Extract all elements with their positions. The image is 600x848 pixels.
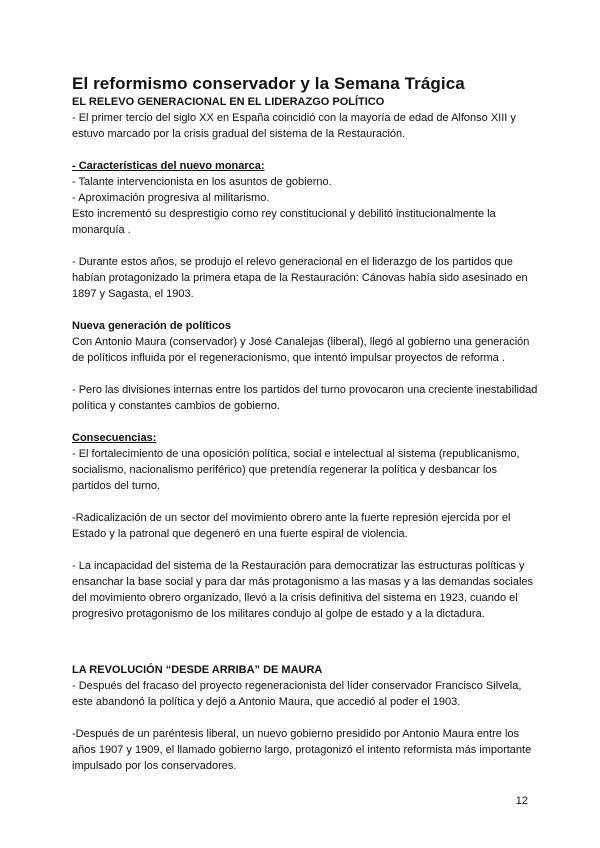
paragraph: Con Antonio Maura (conservador) y José Canalejas (liberal), llegó al gobierno una generación de políticos influida por el regeneracionismo, que intentó impulsar proyectos de reforma . xyxy=(72,336,530,364)
subheading-caracteristicas: - Características del nuevo monarca: xyxy=(72,160,265,172)
section-heading-maura: LA REVOLUCIÓN “DESDE ARRIBA” DE MAURA xyxy=(72,664,323,676)
subheading-consecuencias: Consecuencias: xyxy=(72,432,157,444)
paragraph: - La incapacidad del sistema de la Restauración para democratizar las estructuras políticas y ensanchar la base social y para dar más protagonismo a las masas y a las demandas sociales del movimiento obrero organizado, llevó a la crisis definitiva del sistema en 1923, cuando el progresivo protagonismo de los militares condujo al golpe de estado y a la dictadura. xyxy=(72,560,534,620)
paragraph: Esto incrementó su desprestigio como rey constitucional y debilitó institucionalmente la monarquía . xyxy=(72,208,496,236)
document-title: El reformismo conservador y la Semana Trágica xyxy=(72,74,465,93)
paragraph: - Después del fracaso del proyecto regeneracionista del líder conservador Francisco Silvela, este abandonó la política y dejó a Antonio Maura, que accedió al poder el 1903. xyxy=(72,680,522,708)
section-heading-relevo: EL RELEVO GENERACIONAL EN EL LIDERAZGO POLÍTICO xyxy=(72,96,385,108)
paragraph: -Radicalización de un sector del movimiento obrero ante la fuerte represión ejercida por el Estado y la patronal que degeneró en una fuerte espiral de violencia. xyxy=(72,512,511,540)
paragraph: - Pero las divisiones internas entre los partidos del turno provocaron una creciente inestabilidad política y constantes cambios de gobierno. xyxy=(72,384,538,412)
paragraph: - El primer tercio del siglo XX en España coincidió con la mayoría de edad de Alfonso XIII y estuvo marcado por la crisis gradual del sistema de la Restauración. xyxy=(72,112,516,140)
paragraph: -Después de un paréntesis liberal, un nuevo gobierno presidido por Antonio Maura entre los años 1907 y 1909, el llamado gobierno largo, protagonizó el intento reformista más importante impulsado por los conservadores. xyxy=(72,728,532,772)
page-number: 12 xyxy=(515,795,528,807)
bullet-item: - Aproximación progresiva al militarismo. xyxy=(72,192,270,204)
paragraph: - Durante estos años, se produjo el relevo generacional en el liderazgo de los partidos que habían protagonizado la primera etapa de la Restauración: Cánovas había sido asesinado en 1897 y Sagasta, el 1903. xyxy=(72,256,528,300)
document-page xyxy=(72,74,538,774)
paragraph: - El fortalecimiento de una oposición política, social e intelectual al sistema (republicanismo, socialismo, nacionalismo periférico) que pretendía regenerar la política y desbancar los partidos del turno. xyxy=(72,448,520,492)
subheading-nueva-generacion: Nueva generación de políticos xyxy=(72,320,231,332)
bullet-item: - Talante intervencionista en los asuntos de gobierno. xyxy=(72,176,332,188)
